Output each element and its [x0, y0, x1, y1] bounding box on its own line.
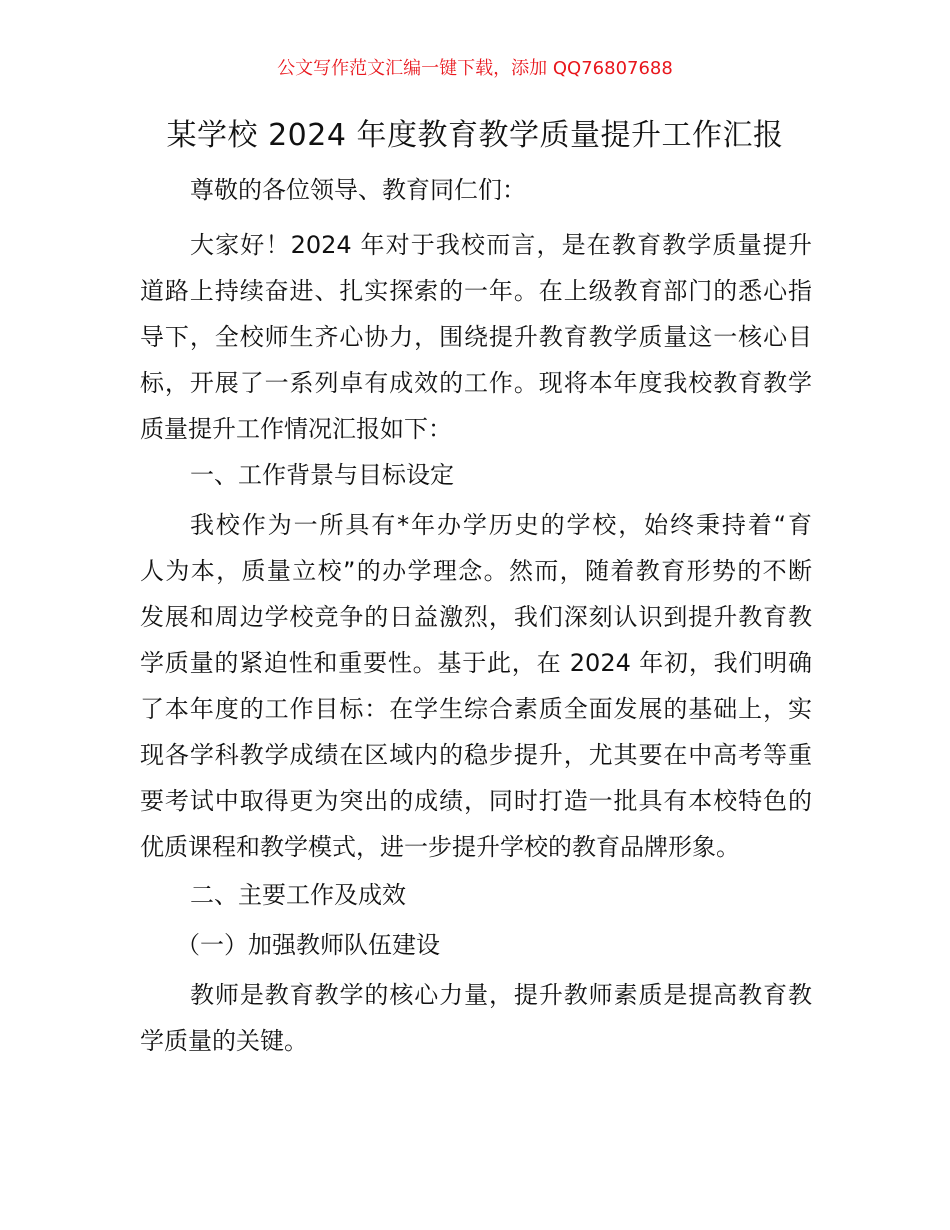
section1-line: 我校作为一所具有*年办学历史的学校，始终秉持着“育 [190, 511, 812, 539]
section-heading-background-goals: 一、工作背景与目标设定 [190, 461, 454, 489]
salutation: 尊敬的各位领导、教育同仁们： [190, 176, 526, 204]
section1-line: 学质量的紧迫性和重要性。基于此，在 2024 年初，我们明确 [140, 649, 812, 677]
intro-line: 道路上持续奋进、扎实探索的一年。在上级教育部门的悉心指 [140, 277, 812, 305]
section1-line: 了本年度的工作目标：在学生综合素质全面发展的基础上，实 [140, 695, 812, 723]
download-promo-banner: 公文写作范文汇编一键下载，添加 QQ76807688 [277, 58, 673, 79]
section1-line: 优质课程和教学模式，进一步提升学校的教育品牌形象。 [140, 833, 740, 861]
section1-line: 发展和周边学校竞争的日益激烈，我们深刻认识到提升教育教 [140, 603, 812, 631]
section1-line: 现各学科教学成绩在区域内的稳步提升，尤其要在中高考等重 [140, 741, 812, 769]
subsection1-line: 学质量的关键。 [140, 1027, 308, 1055]
document-title: 某学校 2024 年度教育教学质量提升工作汇报 [166, 118, 784, 153]
intro-line: 导下，全校师生齐心协力，围绕提升教育教学质量这一核心目 [140, 323, 812, 351]
subsection1-line: 教师是教育教学的核心力量，提升教师素质是提高教育教 [190, 981, 812, 1009]
section-heading-main-work: 二、主要工作及成效 [190, 881, 406, 909]
section1-line: 人为本，质量立校”的办学理念。然而，随着教育形势的不断 [140, 557, 812, 585]
intro-line: 质量提升工作情况汇报如下： [140, 415, 452, 443]
subsection-heading-teacher-team: （一）加强教师队伍建设 [176, 931, 440, 959]
section1-line: 要考试中取得更为突出的成绩，同时打造一批具有本校特色的 [140, 787, 812, 815]
intro-line: 大家好！2024 年对于我校而言，是在教育教学质量提升 [190, 231, 812, 259]
intro-line: 标，开展了一系列卓有成效的工作。现将本年度我校教育教学 [140, 369, 812, 397]
